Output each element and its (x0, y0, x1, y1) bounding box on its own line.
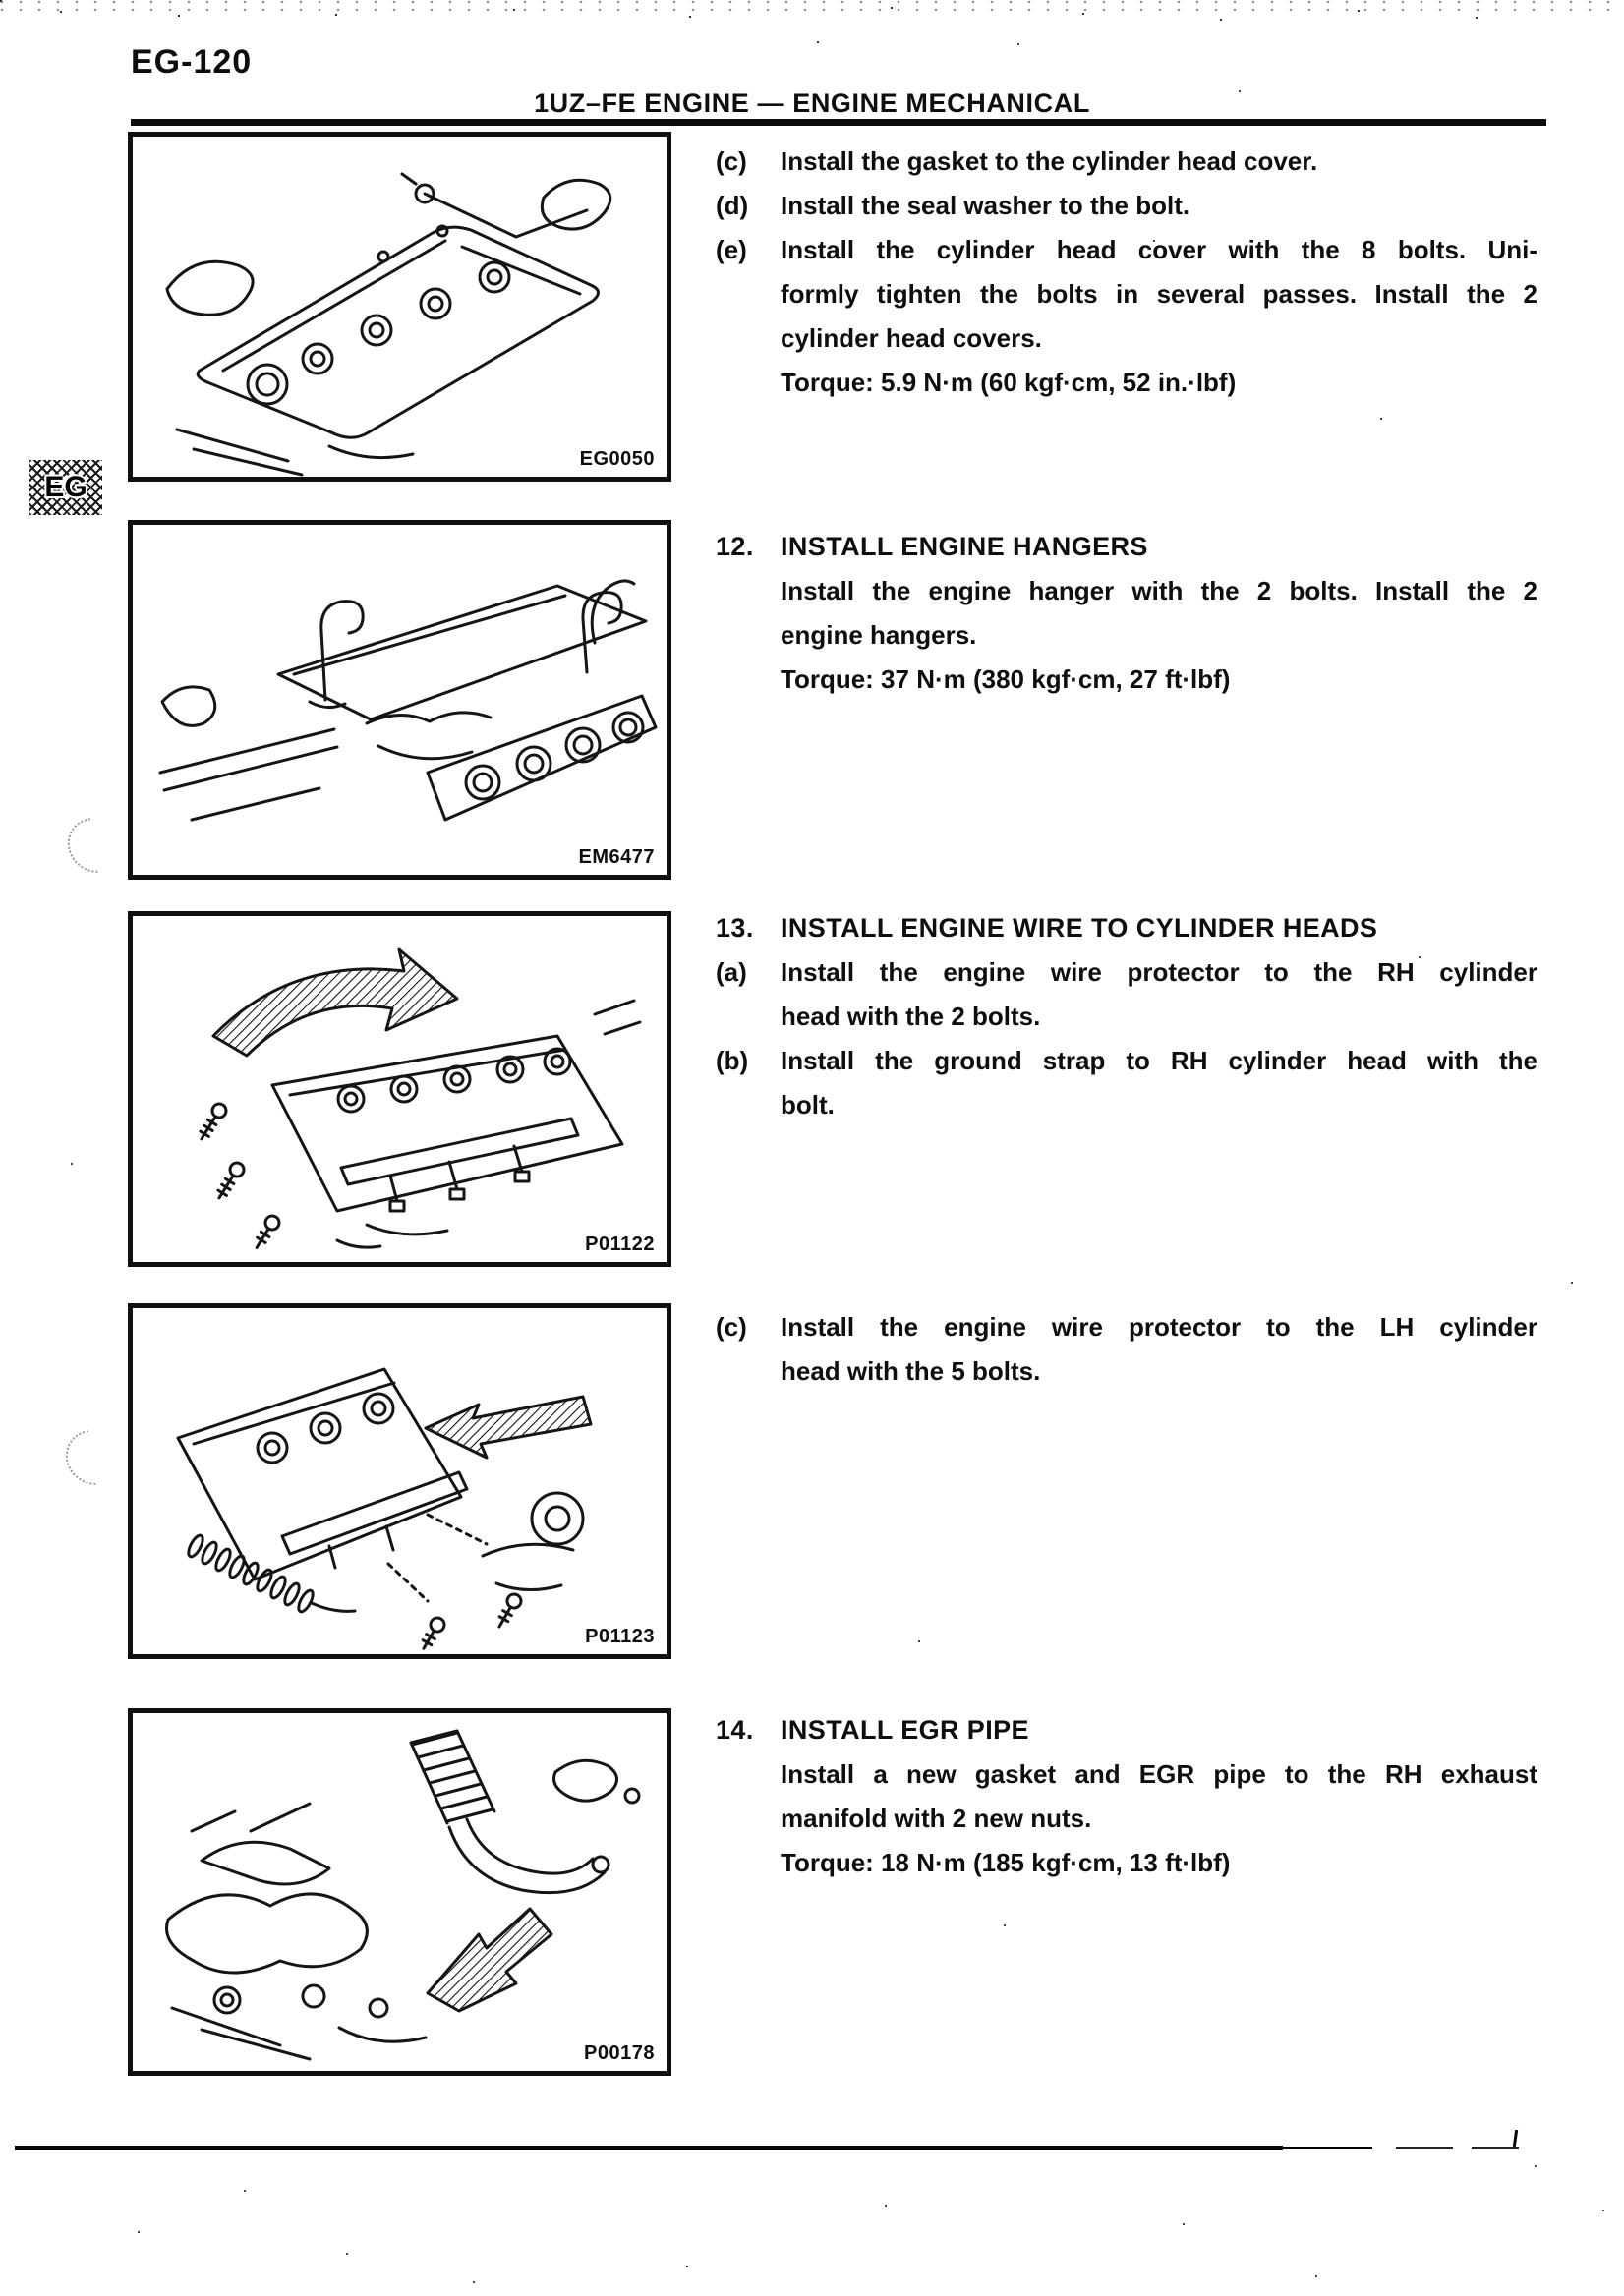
section-number: 12. (716, 532, 754, 561)
procedure-step (716, 1305, 1537, 1394)
section-heading-row (716, 1708, 1537, 1752)
step-line: Install the engine wire protector to the RH cylinder (781, 957, 1537, 987)
section-heading: INSTALL EGR PIPE (781, 1715, 1029, 1745)
step-label: (b) (716, 1046, 749, 1075)
figure-code: P00178 (584, 2042, 655, 2064)
figure-box-egr-pipe (128, 1708, 671, 2076)
figure-illustration (133, 916, 667, 1262)
torque-spec-row (716, 361, 1537, 405)
step-line: formly tighten the bolts in several passes. Install the 2 (781, 279, 1537, 309)
section-12 (716, 525, 1537, 702)
step-line: Install a new gasket and EGR pipe to the RH exhaust (781, 1759, 1537, 1789)
section-13 (716, 906, 1537, 1127)
figure-illustration (133, 137, 667, 477)
scan-noise-band (0, 0, 1624, 11)
bottom-rule (15, 2146, 1283, 2150)
procedure-step (716, 140, 1537, 184)
bottom-rule-mark (1513, 2130, 1518, 2147)
procedure-step (716, 950, 1537, 1039)
step-line: Install the engine hanger with the 2 bolts. Install the 2 (781, 576, 1537, 605)
section-heading-row (716, 525, 1537, 569)
figure-code: P01123 (585, 1626, 655, 1647)
step-line: manifold with 2 new nuts. (781, 1804, 1092, 1833)
header-title: 1UZ–FE ENGINE — ENGINE MECHANICAL (534, 88, 1090, 118)
page-number: EG-120 (131, 43, 253, 81)
figure-box-wire-protector-rh (128, 911, 671, 1267)
procedure-step-c-lh (716, 1305, 1537, 1394)
step-line: head with the 2 bolts. (781, 1002, 1041, 1031)
section-heading: INSTALL ENGINE WIRE TO CYLINDER HEADS (781, 913, 1378, 943)
step-label: (a) (716, 957, 747, 987)
torque-spec: Torque: 5.9 N·m (60 kgf·cm, 52 in.·lbf) (781, 368, 1237, 397)
section-14 (716, 1708, 1537, 1885)
figure-illustration (133, 1308, 667, 1654)
figure-box-wire-protector-lh (128, 1303, 671, 1659)
figure-illustration (133, 1713, 667, 2071)
step-line: Install the engine wire protector to the LH cylinder (781, 1312, 1537, 1342)
figure-code: EG0050 (579, 448, 655, 470)
section-heading-row (716, 906, 1537, 950)
scan-noise-dots (0, 0, 2, 2)
bottom-rule-faded (1283, 2147, 1519, 2149)
torque-spec: Torque: 37 N·m (380 kgf·cm, 27 ft·lbf) (781, 664, 1231, 694)
scan-artifact-arc (54, 1419, 132, 1497)
figure-code: P01122 (585, 1234, 655, 1255)
section-number: 14. (716, 1715, 754, 1745)
step-line: Install the gasket to the cylinder head cover. (781, 146, 1318, 176)
figure-code: EM6477 (578, 846, 655, 868)
figure-illustration (133, 525, 667, 875)
step-line: head with the 5 bolts. (781, 1356, 1041, 1386)
section-heading: INSTALL ENGINE HANGERS (781, 532, 1148, 561)
step-line: bolt. (781, 1090, 835, 1119)
figure-box-engine-hangers (128, 520, 671, 880)
section-number: 13. (716, 913, 754, 943)
step-label: (d) (716, 191, 749, 220)
step-line: engine hangers. (781, 620, 977, 650)
scan-artifact-arc (56, 807, 134, 885)
header-rule (131, 119, 1546, 126)
step-label: (c) (716, 146, 747, 176)
procedure-step (716, 1039, 1537, 1127)
step-label: (e) (716, 235, 747, 264)
step-line: cylinder head covers. (781, 323, 1042, 353)
step-line: Install the seal washer to the bolt. (781, 191, 1190, 220)
procedure-step (716, 228, 1537, 361)
section-tab (29, 460, 102, 515)
step-line: Install the ground strap to RH cylinder head with the (781, 1046, 1537, 1075)
step-line: Install the cylinder head cover with the 8 bolts. Uni- (781, 235, 1537, 264)
section-body (716, 569, 1537, 702)
procedure-steps-cde (716, 140, 1537, 405)
procedure-step (716, 184, 1537, 228)
step-label: (c) (716, 1312, 747, 1342)
section-tab-label: EG (44, 471, 87, 503)
torque-spec: Torque: 18 N·m (185 kgf·cm, 13 ft·lbf) (781, 1848, 1231, 1877)
figure-box-cylinder-head-cover (128, 132, 671, 482)
section-body (716, 1752, 1537, 1885)
